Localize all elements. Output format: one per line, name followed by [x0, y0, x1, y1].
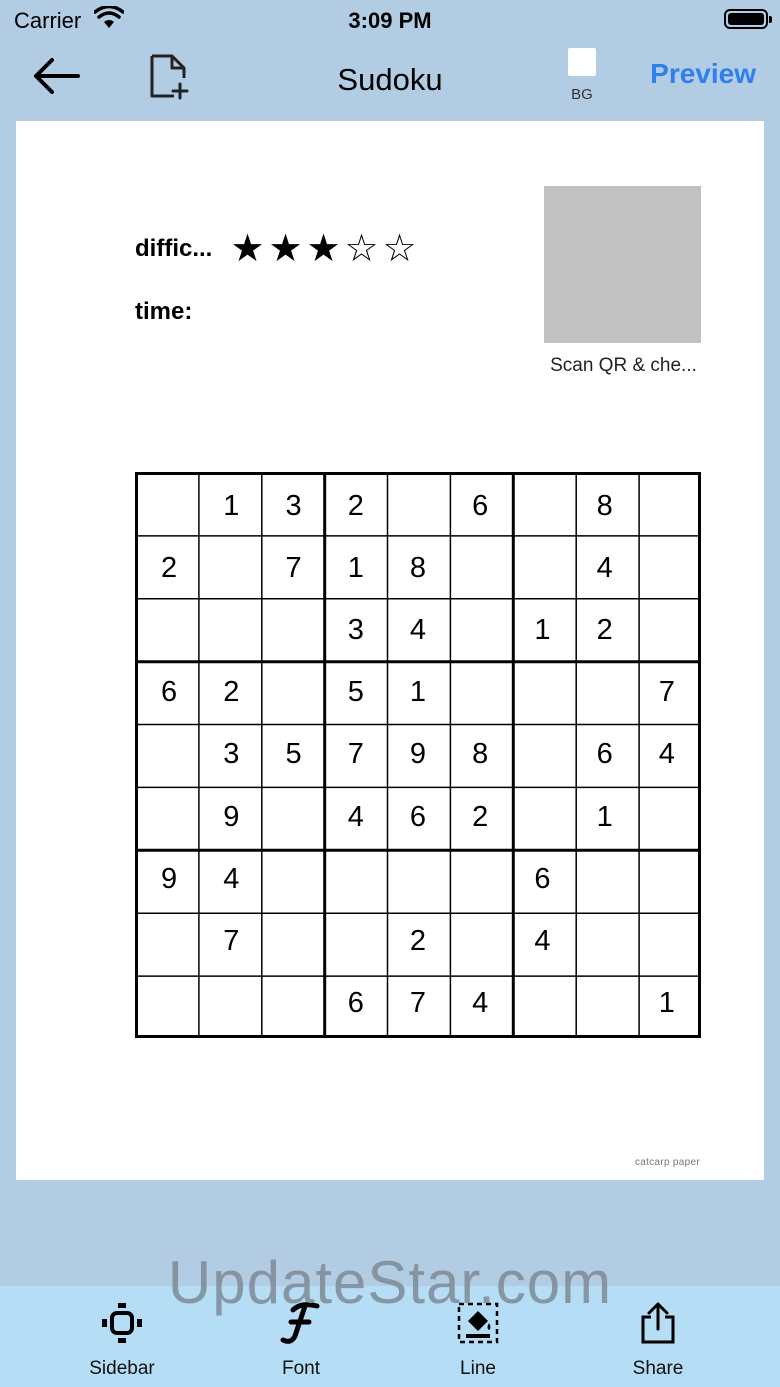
- sudoku-cell[interactable]: 3: [285, 489, 302, 522]
- sudoku-cell[interactable]: [636, 475, 698, 537]
- sudoku-cell[interactable]: [449, 911, 511, 973]
- sudoku-cell[interactable]: 2: [347, 489, 364, 522]
- sudoku-cell[interactable]: 8: [596, 489, 613, 522]
- sudoku-cell[interactable]: 1: [658, 987, 675, 1020]
- background-color-button[interactable]: [562, 46, 602, 108]
- carrier-label: Carrier: [14, 8, 82, 33]
- sudoku-cell[interactable]: [511, 724, 573, 786]
- star-icon: ★: [268, 228, 304, 270]
- sudoku-cell[interactable]: 2: [596, 614, 613, 647]
- star-icon: ☆: [382, 228, 418, 270]
- sudoku-cell[interactable]: 1: [409, 676, 427, 709]
- sudoku-cell[interactable]: 1: [223, 489, 240, 522]
- sudoku-cell[interactable]: 1: [596, 800, 613, 833]
- sudoku-cell[interactable]: [636, 786, 698, 848]
- sudoku-cell[interactable]: [574, 973, 636, 1035]
- sudoku-cell[interactable]: 6: [409, 800, 427, 833]
- sudoku-cell[interactable]: [262, 848, 324, 910]
- sudoku-cell[interactable]: 7: [658, 676, 675, 709]
- sudoku-cell[interactable]: [511, 475, 573, 537]
- sudoku-cell[interactable]: [636, 599, 698, 661]
- star-icon: ★: [306, 228, 342, 270]
- sudoku-cell[interactable]: 6: [472, 489, 489, 522]
- sudoku-cell[interactable]: 7: [347, 738, 364, 771]
- time-label: time:: [135, 298, 193, 325]
- sudoku-cell[interactable]: 4: [534, 925, 551, 958]
- sudoku-cell[interactable]: 6: [596, 738, 613, 771]
- sudoku-cell[interactable]: [262, 599, 324, 661]
- star-icon: ☆: [344, 228, 380, 270]
- sudoku-cell[interactable]: 6: [534, 862, 551, 895]
- sudoku-grid: [135, 472, 701, 1038]
- sudoku-cell[interactable]: [262, 973, 324, 1035]
- sudoku-cell[interactable]: 4: [596, 551, 613, 584]
- sudoku-cell[interactable]: [636, 537, 698, 599]
- sudoku-cell[interactable]: [200, 599, 262, 661]
- sudoku-cell[interactable]: 5: [285, 738, 302, 771]
- sudoku-cell[interactable]: [449, 848, 511, 910]
- sudoku-cell[interactable]: [138, 786, 200, 848]
- preview-button[interactable]: Preview: [650, 58, 756, 89]
- site-watermark: UpdateStar.com: [167, 1249, 613, 1316]
- sudoku-cell[interactable]: [325, 911, 387, 973]
- battery-icon: [724, 9, 768, 29]
- sudoku-cell[interactable]: [138, 475, 200, 537]
- background-swatch: [568, 48, 596, 76]
- qr-code-placeholder: [544, 186, 701, 343]
- sudoku-cell[interactable]: [387, 475, 449, 537]
- sudoku-cell[interactable]: [262, 786, 324, 848]
- sudoku-cell[interactable]: 4: [472, 987, 489, 1020]
- sudoku-cell[interactable]: 7: [285, 551, 302, 584]
- sudoku-cell[interactable]: 7: [409, 987, 427, 1020]
- sudoku-cell[interactable]: [636, 911, 698, 973]
- sudoku-cell[interactable]: [138, 911, 200, 973]
- sudoku-cell[interactable]: 3: [347, 614, 364, 647]
- sudoku-cell[interactable]: 8: [409, 551, 427, 584]
- sudoku-cell[interactable]: [138, 973, 200, 1035]
- sudoku-cell[interactable]: 2: [472, 800, 489, 833]
- sudoku-cell[interactable]: [511, 973, 573, 1035]
- sudoku-cell[interactable]: [574, 662, 636, 724]
- sudoku-cell[interactable]: 2: [161, 551, 178, 584]
- sudoku-cell[interactable]: [138, 724, 200, 786]
- sudoku-cell[interactable]: [200, 537, 262, 599]
- sudoku-cell[interactable]: [574, 911, 636, 973]
- sudoku-cell[interactable]: [325, 848, 387, 910]
- sudoku-cell[interactable]: 7: [223, 925, 240, 958]
- sudoku-cell[interactable]: [511, 662, 573, 724]
- qr-caption: Scan QR & che...: [550, 355, 697, 376]
- sudoku-cell[interactable]: 4: [658, 738, 675, 771]
- sudoku-cell[interactable]: [200, 973, 262, 1035]
- sudoku-cell[interactable]: 4: [409, 614, 427, 647]
- clock: 3:09 PM: [348, 8, 432, 33]
- sidebar-label: Sidebar: [89, 1358, 155, 1379]
- sudoku-cell[interactable]: [511, 786, 573, 848]
- sudoku-cell[interactable]: 1: [534, 614, 551, 647]
- sudoku-cell[interactable]: [449, 537, 511, 599]
- sudoku-cell[interactable]: 1: [347, 551, 364, 584]
- sudoku-cell[interactable]: [262, 662, 324, 724]
- sudoku-cell[interactable]: [574, 848, 636, 910]
- sudoku-cell[interactable]: 6: [161, 676, 178, 709]
- sudoku-cell[interactable]: 9: [223, 800, 240, 833]
- sudoku-cell[interactable]: [636, 848, 698, 910]
- sudoku-cell[interactable]: [262, 911, 324, 973]
- font-label: Font: [281, 1358, 321, 1379]
- sudoku-cell[interactable]: 8: [472, 738, 489, 771]
- brand-watermark: catcarp paper: [634, 1157, 700, 1168]
- sudoku-cell[interactable]: 6: [347, 987, 364, 1020]
- sudoku-cell[interactable]: 9: [409, 738, 427, 771]
- share-label: Share: [632, 1358, 684, 1379]
- bg-label: BG: [571, 86, 593, 103]
- sudoku-cell[interactable]: [449, 599, 511, 661]
- star-icon: ★: [230, 228, 266, 270]
- line-label: Line: [460, 1358, 496, 1379]
- sudoku-cell[interactable]: [387, 848, 449, 910]
- difficulty-label: diffic...: [135, 235, 213, 262]
- page-title: Sudoku: [337, 62, 443, 97]
- sudoku-cell[interactable]: [449, 662, 511, 724]
- sudoku-cell[interactable]: 9: [161, 862, 178, 895]
- sudoku-cell[interactable]: 3: [223, 738, 240, 771]
- sudoku-cell[interactable]: 2: [223, 676, 240, 709]
- sudoku-cell[interactable]: 5: [347, 676, 364, 709]
- puzzle-paper: [16, 121, 764, 1180]
- status-bar: [0, 0, 780, 40]
- difficulty-rating: [229, 225, 419, 273]
- sudoku-cell[interactable]: [138, 599, 200, 661]
- sudoku-cell[interactable]: [511, 537, 573, 599]
- nav-bar: [0, 44, 780, 114]
- sudoku-cell[interactable]: 4: [347, 800, 364, 833]
- sudoku-cell[interactable]: 4: [223, 862, 240, 895]
- sudoku-cell[interactable]: 2: [409, 925, 427, 958]
